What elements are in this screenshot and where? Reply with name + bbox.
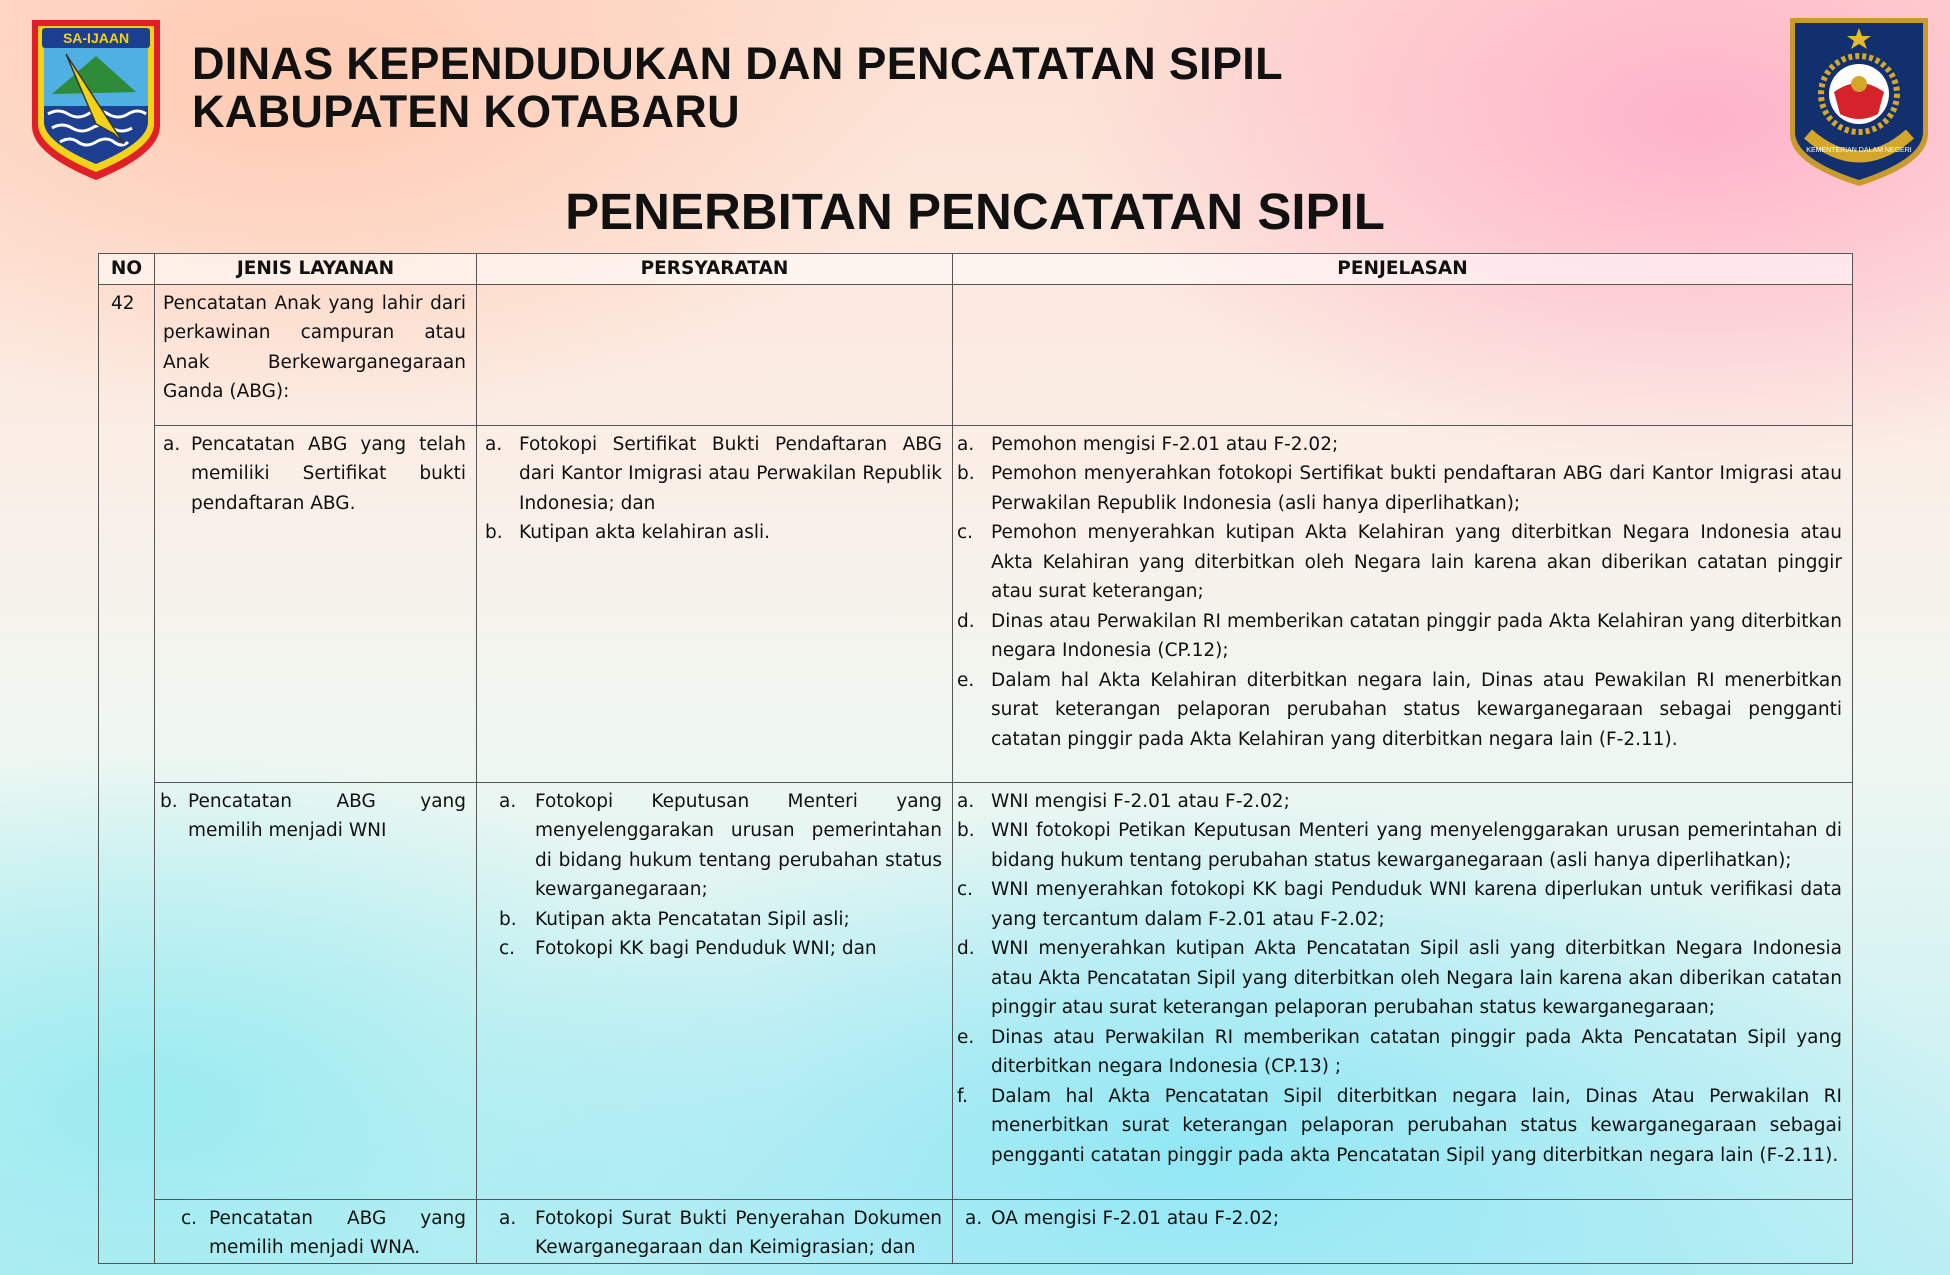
column-header-penjelasan: PENJELASAN: [953, 254, 1853, 285]
penjelasan-empty: [953, 284, 1853, 425]
list-marker: e.: [957, 669, 975, 691]
layanan-text: Pencatatan ABG yang telah memiliki Sertifikat bukti pendaftaran ABG.: [191, 433, 466, 514]
list-item: [485, 518, 942, 548]
list-item: [957, 1023, 1842, 1082]
list-text: Dinas atau Perwakilan RI memberikan catatan pinggir pada Akta Kelahiran yang diterbitkan negara Indonesia (CP.12);: [991, 610, 1842, 661]
list-marker: a.: [957, 433, 975, 455]
list-item: [485, 787, 942, 905]
row-number-empty: [99, 425, 155, 782]
persyaratan-cell: [477, 1199, 953, 1263]
list-text: Dalam hal Akta Pencatatan Sipil diterbitkan negara lain, Dinas Atau Perwakilan RI menerbitkan surat keterangan pelaporan perubahan status kewarganegaraan sebagai pengganti catatan pinggir pada akta Pencatatan Sipil yang diterbitkan negara lain (F-2.11).: [991, 1085, 1842, 1166]
list-item: [957, 875, 1842, 934]
row-number-empty: [99, 1199, 155, 1263]
list-item: [957, 666, 1842, 755]
list-marker: d.: [957, 938, 975, 959]
persyaratan-empty: [477, 284, 953, 425]
layanan-text: Pencatatan ABG yang memilih menjadi WNA.: [209, 1207, 466, 1258]
list-item: [485, 905, 942, 935]
layanan-cell: [155, 782, 477, 1199]
list-item: [957, 787, 1842, 817]
list-text: Dinas atau Perwakilan RI memberikan catatan pinggir pada Akta Pencatatan Sipil yang diterbitkan negara Indonesia (CP.13) ;: [991, 1026, 1842, 1077]
list-text: Pemohon menyerahkan kutipan Akta Kelahiran yang diterbitkan Negara Indonesia atau Akta Kelahiran yang diterbitkan oleh Negara lain karena akan diberikan catatan pinggir atau surat keterangan;: [991, 522, 1842, 602]
list-item: [957, 1082, 1842, 1171]
kemendagri-logo: [1786, 14, 1932, 190]
list-marker: b.: [160, 790, 178, 812]
persyaratan-list: [485, 430, 942, 548]
list-marker: e.: [957, 1026, 975, 1048]
list-marker: f.: [957, 1085, 969, 1107]
layanan-item: [160, 787, 466, 846]
table-row: [99, 425, 1853, 782]
list-marker: a.: [957, 790, 975, 812]
list-text: Fotokopi Sertifikat Bukti Pendaftaran ABG dari Kantor Imigrasi atau Perwakilan Republik Indonesia; dan: [519, 433, 942, 514]
row-number: 42: [99, 284, 155, 425]
penjelasan-list: [957, 430, 1842, 755]
layanan-item: [163, 1204, 466, 1263]
persyaratan-cell: [477, 425, 953, 782]
list-marker: d.: [957, 610, 975, 632]
list-text: Pemohon menyerahkan fotokopi Sertifikat bukti pendaftaran ABG dari Kantor Imigrasi atau Perwakilan Republik Indonesia (asli hanya diperlihatkan);: [991, 463, 1842, 514]
table-row: [99, 284, 1853, 425]
row-number-empty: [99, 782, 155, 1199]
persyaratan-list: [485, 1204, 942, 1263]
list-item: [485, 1204, 942, 1263]
penjelasan-list: [957, 787, 1842, 1171]
list-item: [957, 518, 1842, 607]
penjelasan-cell: [953, 782, 1853, 1199]
persyaratan-list: [485, 787, 942, 964]
header-line-1: DINAS KEPENDUDUKAN DAN PENCATATAN SIPIL: [192, 38, 1283, 89]
list-item: [957, 459, 1842, 518]
layanan-text: Pencatatan ABG yang memilih menjadi WNI: [188, 790, 466, 841]
column-header-layanan: JENIS LAYANAN: [155, 254, 477, 285]
layanan-item: [163, 430, 466, 519]
list-marker: a.: [485, 433, 503, 455]
list-text: Pemohon mengisi F-2.01 atau F-2.02;: [991, 433, 1339, 455]
header-line-2: KABUPATEN KOTABARU: [192, 86, 740, 137]
list-item: [485, 430, 942, 519]
list-text: WNI mengisi F-2.01 atau F-2.02;: [991, 790, 1290, 812]
list-marker: c.: [957, 522, 974, 543]
penjelasan-cell: [953, 1199, 1853, 1263]
penjelasan-cell: [953, 425, 1853, 782]
list-item: [957, 1204, 1842, 1234]
list-marker: c.: [957, 879, 974, 900]
list-item: [957, 816, 1842, 875]
column-header-no: NO: [99, 254, 155, 285]
list-marker: a.: [499, 790, 517, 812]
column-header-persyaratan: PERSYARATAN: [477, 254, 953, 285]
list-item: [957, 934, 1842, 1023]
list-marker: b.: [957, 820, 975, 841]
list-text: Dalam hal Akta Kelahiran diterbitkan negara lain, Dinas atau Pewakilan RI menerbitkan surat keterangan pelaporan perubahan status kewarganegaraan sebagai pengganti catatan pinggir pada Akta Kelahiran yang diterbitkan negara lain (F-2.11).: [991, 669, 1842, 750]
list-text: Kutipan akta kelahiran asli.: [519, 522, 770, 543]
list-text: WNI fotokopi Petikan Keputusan Menteri yang menyelenggarakan urusan pemerintahan di bidang hukum tentang perubahan status kewarganegaraan (asli hanya diperlihatkan);: [991, 820, 1842, 871]
list-marker: b.: [485, 522, 503, 543]
list-marker: a.: [163, 433, 181, 455]
persyaratan-cell: [477, 782, 953, 1199]
service-table: [98, 253, 1853, 1264]
list-text: Kutipan akta Pencatatan Sipil asli;: [535, 908, 850, 930]
list-item: [957, 607, 1842, 666]
list-text: Fotokopi Surat Bukti Penyerahan Dokumen Kewarganegaraan dan Keimigrasian; dan: [535, 1207, 942, 1258]
list-item: [485, 934, 942, 964]
list-text: WNI menyerahkan fotokopi KK bagi Penduduk WNI karena diperlukan untuk verifikasi data yang tercantum dalam F-2.01 atau F-2.02;: [991, 879, 1842, 930]
list-text: WNI menyerahkan kutipan Akta Pencatatan Sipil asli yang diterbitkan Negara Indonesia atau Akta Pencatatan Sipil yang diterbitkan oleh Negara lain karena akan diberikan catatan pinggir atau surat keterangan pelaporan perubahan status kewarganegaraan;: [991, 938, 1842, 1018]
list-text: Fotokopi KK bagi Penduduk WNI; dan: [535, 938, 877, 959]
svg-text:SA-IJAAN: SA-IJAAN: [62, 30, 130, 46]
table-row: [99, 1199, 1853, 1263]
layanan-cell: [155, 425, 477, 782]
list-marker: c.: [499, 938, 516, 959]
list-marker: c.: [181, 1207, 198, 1229]
list-text: OA mengisi F-2.01 atau F-2.02;: [991, 1207, 1280, 1229]
kotabaru-shield-icon: [26, 14, 166, 184]
layanan-cell: [155, 1199, 477, 1263]
list-marker: b.: [499, 908, 517, 930]
kotabaru-logo: [26, 14, 166, 184]
svg-text:KEMENTERIAN DALAM NEGERI: KEMENTERIAN DALAM NEGERI: [1806, 147, 1912, 154]
table-row: [99, 782, 1853, 1199]
penjelasan-list: [957, 1204, 1842, 1234]
page-title: PENERBITAN PENCATATAN SIPIL: [565, 183, 1385, 240]
list-marker: b.: [957, 463, 975, 484]
list-item: [957, 430, 1842, 460]
list-text: Fotokopi Keputusan Menteri yang menyelenggarakan urusan pemerintahan di bidang hukum tentang perubahan status kewarganegaraan;: [535, 790, 942, 900]
layanan-intro: Pencatatan Anak yang lahir dari perkawinan campuran atau Anak Berkewarganegaraan Ganda (ABG):: [155, 284, 477, 425]
list-marker: a.: [965, 1207, 983, 1229]
kemendagri-shield-icon: [1786, 14, 1932, 190]
header-title: [192, 40, 1283, 136]
list-marker: a.: [499, 1207, 517, 1229]
table-header-row: [99, 254, 1853, 285]
